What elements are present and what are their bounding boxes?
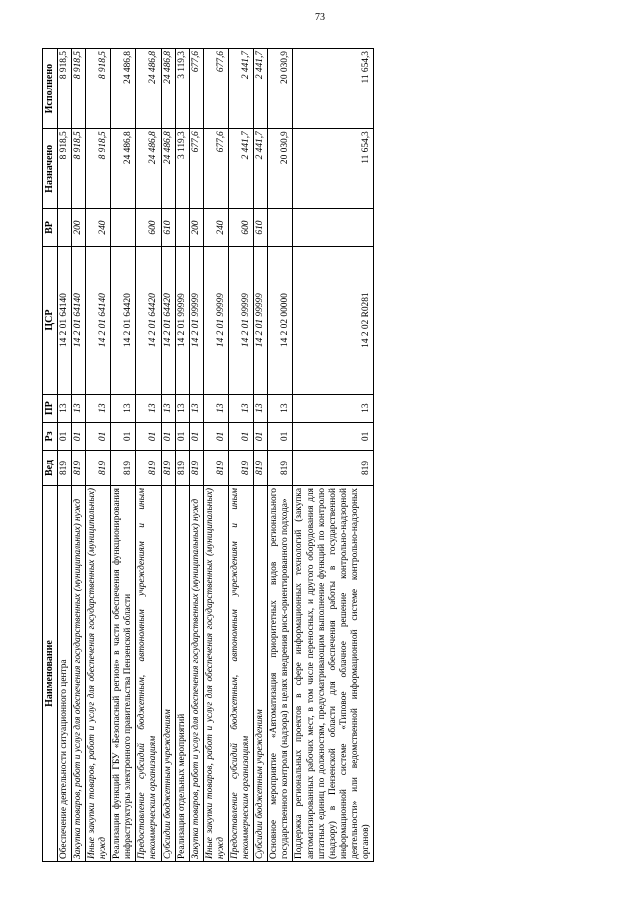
- cell-csr: 14 2 01 99999: [254, 246, 268, 394]
- cell-ved: 819: [57, 451, 71, 486]
- cell-vr: [57, 209, 71, 246]
- cell-rz: 01: [71, 422, 85, 450]
- cell-rz: 01: [229, 422, 254, 450]
- cell-name: Реализация функций ГБУ «Безопасный регион» в части обеспечения функционирования инфраструктуры электронного правительства Пензенской области: [111, 486, 136, 862]
- cell-name: Обеспечение деятельности ситуационного центра: [57, 486, 71, 862]
- cell-name: Основное мероприятие «Автоматизация приоритетных видов регионального государственного контроля (надзора) в целях внедрения риск-ориентированного подхода»: [268, 486, 293, 862]
- cell-ved: 819: [85, 451, 110, 486]
- table-body: [57, 49, 373, 862]
- cell-vr: 610: [254, 209, 268, 246]
- cell-rz: 01: [136, 422, 161, 450]
- header-rz: Рз: [43, 422, 58, 450]
- cell-naznacheno: 8 918,5: [57, 129, 71, 209]
- cell-rz: 01: [175, 422, 189, 450]
- cell-ispolneno: 677,6: [189, 49, 203, 129]
- cell-pr: 13: [175, 394, 189, 422]
- cell-rz: 01: [57, 422, 71, 450]
- cell-vr: 200: [71, 209, 85, 246]
- cell-csr: 14 2 01 64420: [136, 246, 161, 394]
- cell-ispolneno: 3 119,3: [175, 49, 189, 129]
- cell-ved: 819: [111, 451, 136, 486]
- cell-ispolneno: 2 441,7: [229, 49, 254, 129]
- cell-pr: 13: [293, 394, 374, 422]
- table-row: [203, 49, 228, 862]
- cell-vr: [175, 209, 189, 246]
- cell-pr: 13: [203, 394, 228, 422]
- cell-pr: 13: [268, 394, 293, 422]
- page-number: 73: [315, 12, 325, 23]
- rotated-table-container: [42, 48, 607, 862]
- table-header-row: [43, 49, 58, 862]
- table-row: [57, 49, 71, 862]
- cell-rz: 01: [85, 422, 110, 450]
- cell-ved: 819: [136, 451, 161, 486]
- cell-ispolneno: 11 654,3: [293, 49, 374, 129]
- budget-table: [42, 48, 374, 862]
- cell-ved: 819: [189, 451, 203, 486]
- table-row: [71, 49, 85, 862]
- cell-naznacheno: 20 030,9: [268, 129, 293, 209]
- cell-ispolneno: 24 486,8: [111, 49, 136, 129]
- cell-ved: 819: [161, 451, 175, 486]
- cell-csr: 14 2 02 R0281: [293, 246, 374, 394]
- cell-rz: 01: [189, 422, 203, 450]
- cell-name: Закупка товаров, работ и услуг для обеспечения государственных (муниципальных) нужд: [189, 486, 203, 862]
- cell-pr: 13: [161, 394, 175, 422]
- cell-vr: 600: [136, 209, 161, 246]
- cell-csr: 14 2 01 64140: [85, 246, 110, 394]
- cell-ispolneno: 8 918,5: [85, 49, 110, 129]
- cell-naznacheno: 2 441,7: [254, 129, 268, 209]
- cell-rz: 01: [293, 422, 374, 450]
- header-ispolneno: Исполнено: [43, 49, 58, 129]
- cell-rz: 01: [203, 422, 228, 450]
- header-naznacheno: Назначено: [43, 129, 58, 209]
- cell-pr: 13: [57, 394, 71, 422]
- cell-name: Предоставление субсидий бюджетным, автономным учреждениям и иным некоммерческим организациям: [229, 486, 254, 862]
- cell-vr: [268, 209, 293, 246]
- cell-ved: 819: [293, 451, 374, 486]
- table-row: [254, 49, 268, 862]
- cell-ved: 819: [254, 451, 268, 486]
- header-pr: ПР: [43, 394, 58, 422]
- cell-csr: 14 2 01 64420: [161, 246, 175, 394]
- cell-name: Реализация отдельных мероприятий: [175, 486, 189, 862]
- cell-ispolneno: 2 441,7: [254, 49, 268, 129]
- cell-ispolneno: 20 030,9: [268, 49, 293, 129]
- cell-vr: [293, 209, 374, 246]
- cell-naznacheno: 24 486,8: [161, 129, 175, 209]
- header-ved: Вед: [43, 451, 58, 486]
- cell-vr: 600: [229, 209, 254, 246]
- cell-naznacheno: 3 119,3: [175, 129, 189, 209]
- cell-name: Иные закупки товаров, работ и услуг для обеспечения государственных (муниципальных) нужд: [85, 486, 110, 862]
- cell-csr: 14 2 01 99999: [229, 246, 254, 394]
- cell-pr: 13: [189, 394, 203, 422]
- cell-name: Субсидии бюджетным учреждениям: [161, 486, 175, 862]
- cell-naznacheno: 677,6: [203, 129, 228, 209]
- cell-naznacheno: 8 918,5: [85, 129, 110, 209]
- cell-vr: [111, 209, 136, 246]
- cell-naznacheno: 677,6: [189, 129, 203, 209]
- cell-naznacheno: 8 918,5: [71, 129, 85, 209]
- cell-ved: 819: [71, 451, 85, 486]
- header-csr: ЦСР: [43, 246, 58, 394]
- header-name: Наименование: [43, 486, 58, 862]
- cell-rz: 01: [254, 422, 268, 450]
- cell-csr: 14 2 01 64140: [71, 246, 85, 394]
- table-row: [175, 49, 189, 862]
- cell-vr: 240: [85, 209, 110, 246]
- cell-pr: 13: [229, 394, 254, 422]
- table-row: [111, 49, 136, 862]
- cell-vr: 610: [161, 209, 175, 246]
- table-row: [136, 49, 161, 862]
- table-row: [268, 49, 293, 862]
- table-row: [229, 49, 254, 862]
- cell-ispolneno: 8 918,5: [71, 49, 85, 129]
- cell-name: Закупка товаров, работ и услуг для обеспечения государственных (муниципальных) нужд: [71, 486, 85, 862]
- cell-csr: 14 2 02 00000: [268, 246, 293, 394]
- table-row: [161, 49, 175, 862]
- cell-csr: 14 2 01 99999: [189, 246, 203, 394]
- cell-rz: 01: [111, 422, 136, 450]
- cell-ved: 819: [203, 451, 228, 486]
- cell-naznacheno: 24 486,8: [136, 129, 161, 209]
- cell-ved: 819: [175, 451, 189, 486]
- cell-csr: 14 2 01 99999: [175, 246, 189, 394]
- cell-name: Иные закупки товаров, работ и услуг для обеспечения государственных (муниципальных) нужд: [203, 486, 228, 862]
- cell-ved: 819: [268, 451, 293, 486]
- cell-ispolneno: 24 486,8: [136, 49, 161, 129]
- cell-rz: 01: [268, 422, 293, 450]
- cell-name: Субсидии бюджетным учреждениям: [254, 486, 268, 862]
- cell-csr: 14 2 01 99999: [203, 246, 228, 394]
- cell-pr: 13: [111, 394, 136, 422]
- cell-pr: 13: [71, 394, 85, 422]
- cell-vr: 240: [203, 209, 228, 246]
- cell-rz: 01: [161, 422, 175, 450]
- cell-csr: 14 2 01 64420: [111, 246, 136, 394]
- cell-pr: 13: [254, 394, 268, 422]
- cell-pr: 13: [136, 394, 161, 422]
- table-row: [85, 49, 110, 862]
- cell-name: Поддержка региональных проектов в сфере информационных технологий (закупка автоматизированных рабочих мест, в том числе переносных, и другого оборудования для штатных единиц по должностям, предусматривающим выполнение функций по контролю (надзору) в Пензенской области для обеспечения работы в государственной информационной системе «Типовое облачное решение контрольно-надзорной деятельности» или ведомственной информационной системе контрольно-надзорных органов): [293, 486, 374, 862]
- cell-name: Предоставление субсидий бюджетным, автономным учреждениям и иным некоммерческим организациям: [136, 486, 161, 862]
- cell-ispolneno: 677,6: [203, 49, 228, 129]
- cell-naznacheno: 2 441,7: [229, 129, 254, 209]
- cell-naznacheno: 11 654,3: [293, 129, 374, 209]
- cell-ispolneno: 24 486,8: [161, 49, 175, 129]
- table-row: [293, 49, 374, 862]
- cell-ispolneno: 8 918,5: [57, 49, 71, 129]
- header-vr: ВР: [43, 209, 58, 246]
- cell-naznacheno: 24 486,8: [111, 129, 136, 209]
- cell-vr: 200: [189, 209, 203, 246]
- cell-csr: 14 2 01 64140: [57, 246, 71, 394]
- table-row: [189, 49, 203, 862]
- cell-ved: 819: [229, 451, 254, 486]
- cell-pr: 13: [85, 394, 110, 422]
